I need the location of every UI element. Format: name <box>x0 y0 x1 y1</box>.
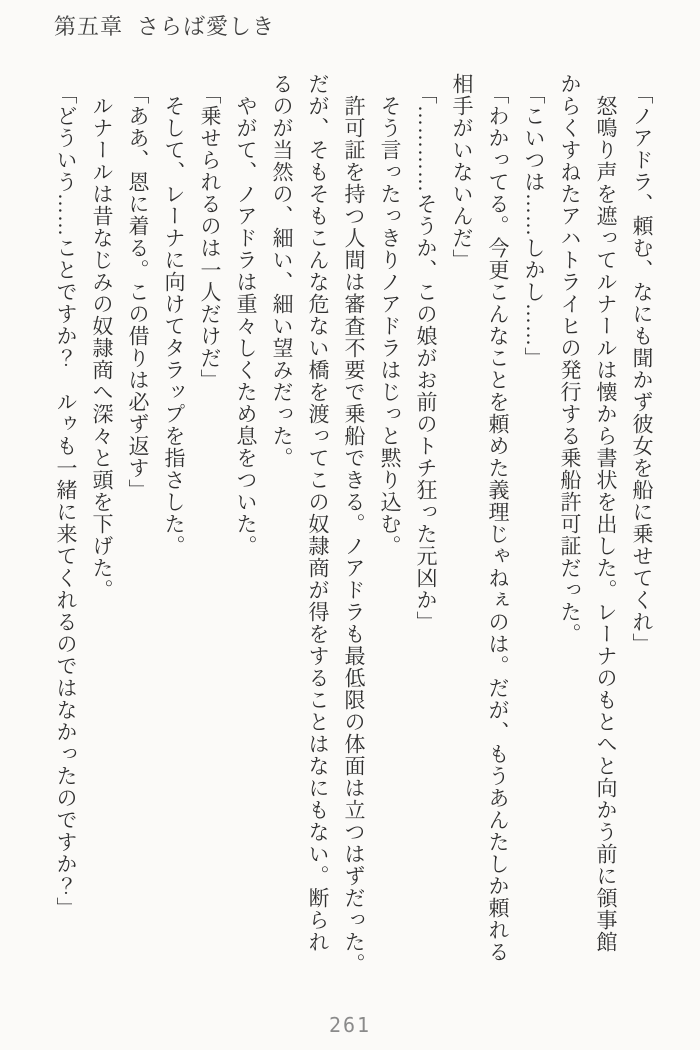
text-line: 「わかってる。今更こんなことを頼めた義理じゃねぇのは。だが、もうあんたしか頼れる <box>486 83 510 963</box>
text-line: ルナールは昔なじみの奴隷商へ深々と頭を下げた。 <box>90 95 114 601</box>
text-line: そして、レーナに向けてタラップを指さした。 <box>162 95 186 557</box>
text-line: 「乗せられるのは一人だけだ」 <box>198 83 222 391</box>
text-line: からくすねたアハトライヒの発行する乗船許可証だった。 <box>558 73 582 645</box>
chapter-label: 第五章 <box>54 14 124 39</box>
text-line: やがて、ノアドラは重々しくため息をついた。 <box>234 95 258 557</box>
page-number: 261 <box>328 1013 372 1037</box>
text-line: そう言ったっきりノアドラはじっと黙り込む。 <box>378 95 402 557</box>
text-line: 「…………そうか、この娘がお前のトチ狂った元凶か」 <box>414 83 438 633</box>
page-text <box>44 73 660 975</box>
text-line: るのが当然の、細い、細い望みだった。 <box>270 73 294 469</box>
text-line: 許可証を持つ人間は審査不要で乗船できる。ノアドラも最低限の体面は立つはずだった。 <box>342 95 366 975</box>
text-line: 「ノアドラ、頼む、なにも聞かず彼女を船に乗せてくれ」 <box>630 83 654 655</box>
running-header <box>54 10 275 41</box>
chapter-title: さらば愛しき <box>137 14 276 39</box>
text-line: 「どういう……ことですか？ ルゥも一緒に来てくれるのではなかったのですか？」 <box>54 83 78 919</box>
text-line: 「ああ、恩に着る。この借りは必ず返す」 <box>126 83 150 501</box>
text-line: 怒鳴り声を遮ってルナールは懐から書状を出した。レーナのもとへと向かう前に領事館 <box>594 95 618 953</box>
text-line: 「こいつは……しかし……」 <box>522 83 546 369</box>
text-line: 相手がいないんだ」 <box>450 73 474 271</box>
text-line: だが、そもそもこんな危ない橋を渡ってこの奴隷商が得をすることはなにもない。断られ <box>306 73 330 953</box>
